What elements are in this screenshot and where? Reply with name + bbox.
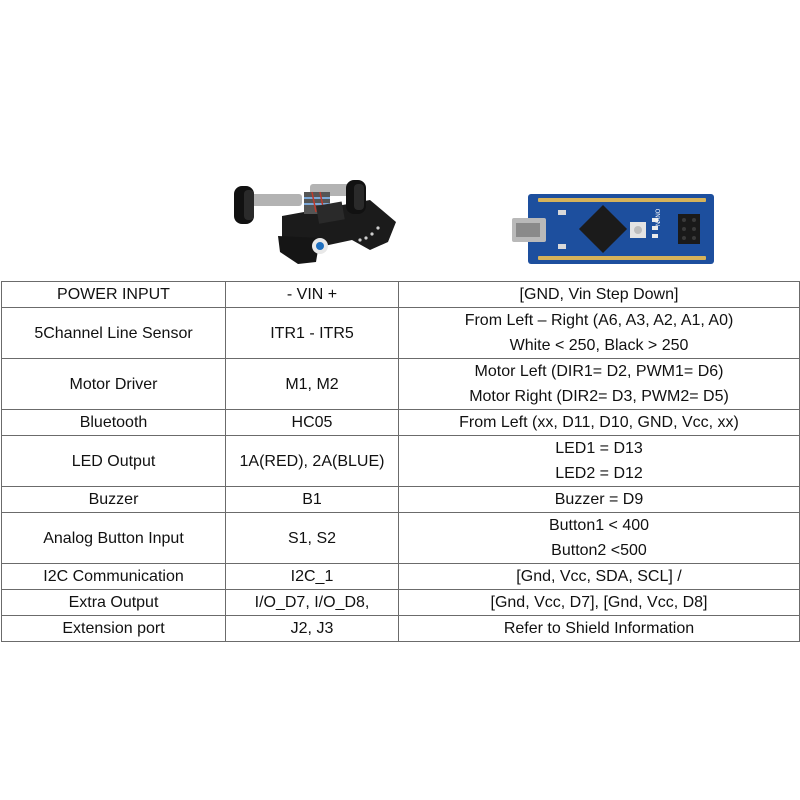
reference-cell: M1, M2 [226, 359, 399, 410]
table-row [2, 282, 800, 308]
reference-cell: J2, J3 [226, 616, 399, 642]
component-cell: Extra Output [2, 590, 226, 616]
reference-cell: HC05 [226, 410, 399, 436]
pins-cell: Refer to Shield Information [399, 616, 800, 642]
pin-map-table [1, 281, 800, 642]
component-cell: Motor Driver [2, 359, 226, 410]
pins-cell: [GND, Vin Step Down] [399, 282, 800, 308]
nano-board-label: NANO [656, 208, 662, 226]
pins-cell: Motor Left (DIR1= D2, PWM1= D6) Motor Right (DIR2= D3, PWM2= D5) [399, 359, 800, 410]
table-row [2, 436, 800, 487]
arduino-nano-board-image [512, 190, 718, 268]
pins-cell: LED1 = D13 LED2 = D12 [399, 436, 800, 487]
component-cell: Bluetooth [2, 410, 226, 436]
pins-cell: From Left – Right (A6, A3, A2, A1, A0) White < 250, Black > 250 [399, 308, 800, 359]
pins-cell: [Gnd, Vcc, D7], [Gnd, Vcc, D8] [399, 590, 800, 616]
reference-cell: - VIN + [226, 282, 399, 308]
pins-cell: Button1 < 400 Button2 <500 [399, 513, 800, 564]
component-cell: POWER INPUT [2, 282, 226, 308]
table-row [2, 308, 800, 359]
reference-cell: I/O_D7, I/O_D8, [226, 590, 399, 616]
table-row [2, 616, 800, 642]
table-row [2, 564, 800, 590]
reference-cell: B1 [226, 487, 399, 513]
reference-cell: I2C_1 [226, 564, 399, 590]
component-cell: I2C Communication [2, 564, 226, 590]
table-row [2, 487, 800, 513]
component-cell: Analog Button Input [2, 513, 226, 564]
component-cell: Extension port [2, 616, 226, 642]
pins-cell: From Left (xx, D11, D10, GND, Vcc, xx) [399, 410, 800, 436]
component-cell: LED Output [2, 436, 226, 487]
line-tracer-robot-image [220, 176, 402, 268]
table-row [2, 513, 800, 564]
table-row [2, 410, 800, 436]
component-cell: Buzzer [2, 487, 226, 513]
reference-cell: ITR1 - ITR5 [226, 308, 399, 359]
pins-cell: Buzzer = D9 [399, 487, 800, 513]
table-row [2, 590, 800, 616]
component-cell: 5Channel Line Sensor [2, 308, 226, 359]
table-row [2, 359, 800, 410]
reference-cell: S1, S2 [226, 513, 399, 564]
pins-cell: [Gnd, Vcc, SDA, SCL] / [399, 564, 800, 590]
reference-cell: 1A(RED), 2A(BLUE) [226, 436, 399, 487]
